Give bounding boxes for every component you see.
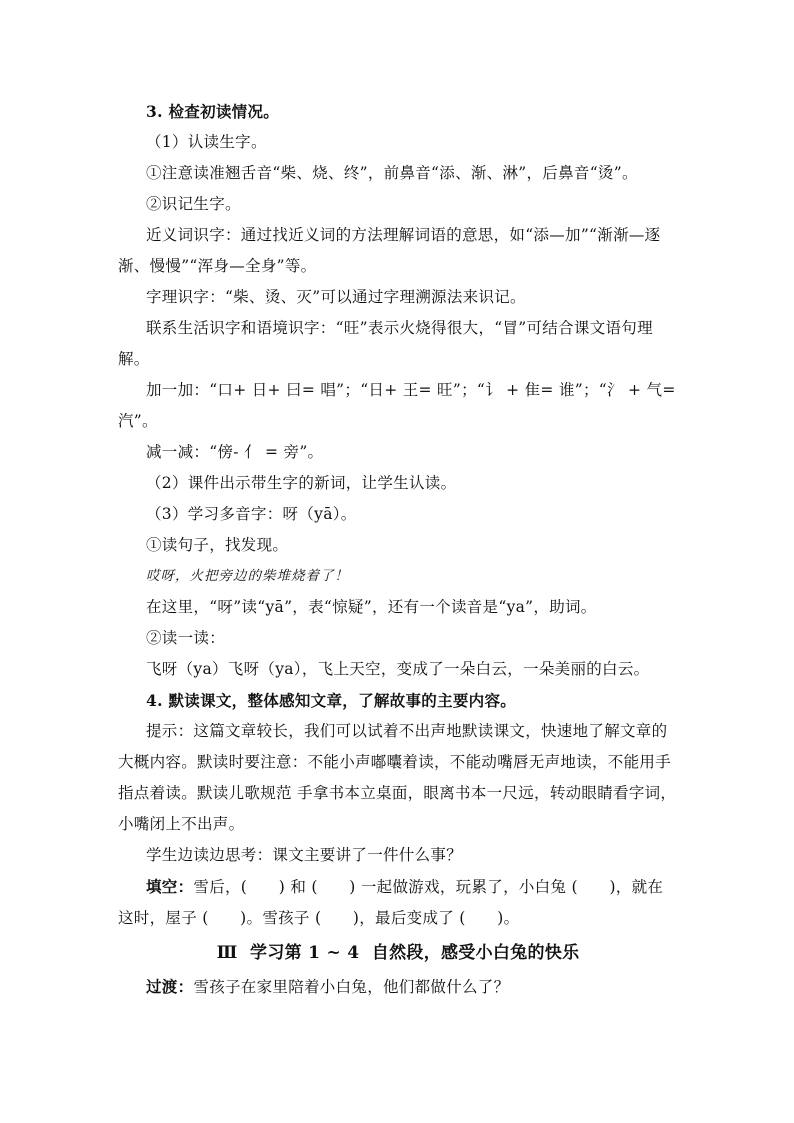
logic-note: 字理识字：“柴、烫、灭”可以通过字理溯源法来识记。 <box>146 288 526 306</box>
fill-blank-paragraph <box>118 871 678 934</box>
synonym-note: 近义词识字：通过找近义词的方法理解词语的意思，如“添—加”“渐渐—逐渐、慢慢”“浑身—全身”等。 <box>118 226 661 275</box>
transition-text: 雪孩子在家里陪着小白兔，他们都做什么了？ <box>193 978 510 996</box>
sample-sentence: 哎呀，火把旁边的柴堆烧着了！ <box>146 568 349 584</box>
item-1: （1）认读生字。 <box>146 133 267 151</box>
explain-note: 在这里，“呀”读“yā”，表“惊疑”，还有一个读音是“ya”，助词。 <box>146 598 597 616</box>
item-2: （2）课件出示带生字的新词，让学生认读。 <box>146 474 457 492</box>
heading-3: 3. 检查初读情况。 <box>146 102 280 121</box>
read-read-note: ②读一读： <box>146 629 226 647</box>
add-note: 加一加：“口+ 日+ 曰= 唱”；“日+ 王= 旺”；“讠 + 隹= 谁”；“氵 + 气= 汽”。 <box>118 381 681 430</box>
item-3: （3）学习多音字：呀（yā）。 <box>146 505 357 523</box>
heading-4: 4. 默读课文，整体感知文章，了解故事的主要内容。 <box>146 691 517 710</box>
fill-label: 填空： <box>146 877 194 896</box>
transition-label: 过渡： <box>146 977 194 996</box>
fly-sentence: 飞呀（ya）飞呀（ya），飞上天空，变成了一朵白云，一朵美丽的白云。 <box>146 660 650 678</box>
document-body <box>118 96 681 1003</box>
section-title: Ⅲ 学习第 1 ~ 4 自然段，感受小白兔的快乐 <box>216 943 580 963</box>
context-note: 联系生活识字和语境识字：“旺”表示火烧得很大，“冒”可结合课文语句理解。 <box>118 319 653 368</box>
pronunciation-note: ①注意读准翘舌音“柴、烧、终”，前鼻音“添、渐、淋”，后鼻音“烫”。 <box>146 164 638 182</box>
read-sentence-note: ①读句子，找发现。 <box>146 536 289 554</box>
fill-text: 雪后，( ) 和 ( ) 一起做游戏，玩累了，小白兔 ( )，就在这时，屋子 ( )。雪孩子 ( )，最后变成了 ( )。 <box>118 878 664 927</box>
recognize-note: ②识记生字。 <box>146 195 241 213</box>
hint-paragraph: 提示：这篇文章较长，我们可以试着不出声地默读课文，快速地了解文章的大概内容。默读时要注意：不能小声嘟囔着读，不能动嘴唇无声地读，不能用手指点着读。默读儿歌规范 手拿书本立桌面，眼离书本一尺远，转动眼睛看字词，小嘴闭上不出声。 <box>118 722 677 833</box>
think-question: 学生边读边思考：课文主要讲了一件什么事？ <box>146 846 463 864</box>
subtract-note: 减一减：“傍- 亻 = 旁”。 <box>146 443 324 461</box>
transition-paragraph <box>118 971 678 1003</box>
